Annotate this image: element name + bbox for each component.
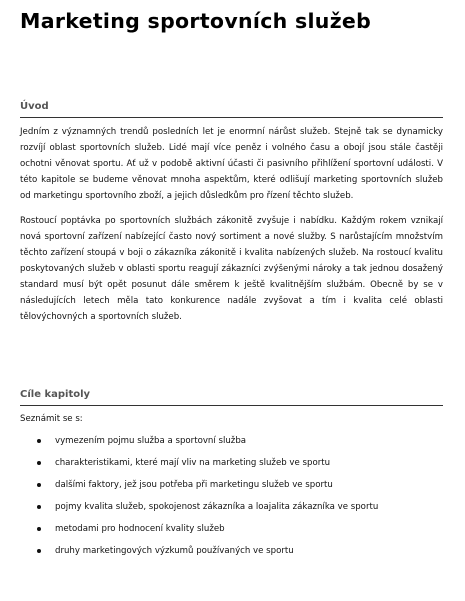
goals-list — [20, 434, 443, 566]
bullet-icon — [37, 461, 41, 465]
intro-paragraph: Rostoucí poptávka po sportovních službách zákonitě zvyšuje i nabídku. Každým rokem vznikají nová sportovní zařízení nabízející často nový sortiment a nové služby. S narůstajícím množstvím těchto zařízení stoupá v boji o zákazníka zákonitě i kvalita nabízených služeb. Na rostoucí kvalitu poskytovaných služeb v oblasti sportu reagují zákazníci zvýšenými nároky a tak jednou dosažený standard musí být opět posunut dále směrem k ještě kvalitnějším službám. Obecně by se v následujících letech měla tato konkurence nadále zvyšovat a tím i kvalita celé oblasti tělovýchovných a sportovních služeb. — [20, 216, 443, 322]
intro-section — [20, 101, 443, 325]
bullet-icon — [37, 439, 41, 443]
list-item — [34, 456, 443, 478]
list-item — [34, 434, 443, 456]
bullet-icon — [37, 505, 41, 509]
goals-lead: Seznámit se s: — [20, 414, 83, 424]
section-heading-intro: Úvod — [20, 101, 443, 118]
intro-paragraph: Jedním z významných trendů posledních let je enormní nárůst služeb. Stejně tak se dynamicky rozvíjí oblast sportovních služeb. Lidé mají více peněz i volného času a obojí jsou stále častěji ochotni věnovat sportu. Ať už v podobě aktivní účasti či pasivního přihlížení sportovní události. V této kapitole se budeme věnovat mnoha aspektům, které odlišují marketing sportovních služeb od marketingu sportovního zboží, a jejich důsledkům pro řízení těchto služeb. — [20, 127, 443, 201]
list-item-text: pojmy kvalita služeb, spokojenost zákazníka a loajalita zákazníka ve sportu — [55, 502, 379, 512]
section-heading-goals: Cíle kapitoly — [20, 389, 443, 406]
list-item-text: dalšími faktory, jež jsou potřeba při marketingu služeb ve sportu — [55, 480, 333, 490]
list-item-text: druhy marketingových výzkumů používaných ve sportu — [55, 546, 294, 556]
list-item — [34, 522, 443, 544]
goals-section — [20, 389, 443, 566]
list-item — [34, 478, 443, 500]
bullet-icon — [37, 549, 41, 553]
page-title: Marketing sportovních služeb — [20, 9, 372, 33]
list-item-text: charakteristikami, které mají vliv na marketing služeb ve sportu — [55, 458, 331, 468]
bullet-icon — [37, 527, 41, 531]
list-item — [34, 544, 443, 566]
list-item — [34, 500, 443, 522]
bullet-icon — [37, 483, 41, 487]
list-item-text: metodami pro hodnocení kvality služeb — [55, 524, 225, 534]
list-item-text: vymezením pojmu služba a sportovní služba — [55, 436, 247, 446]
